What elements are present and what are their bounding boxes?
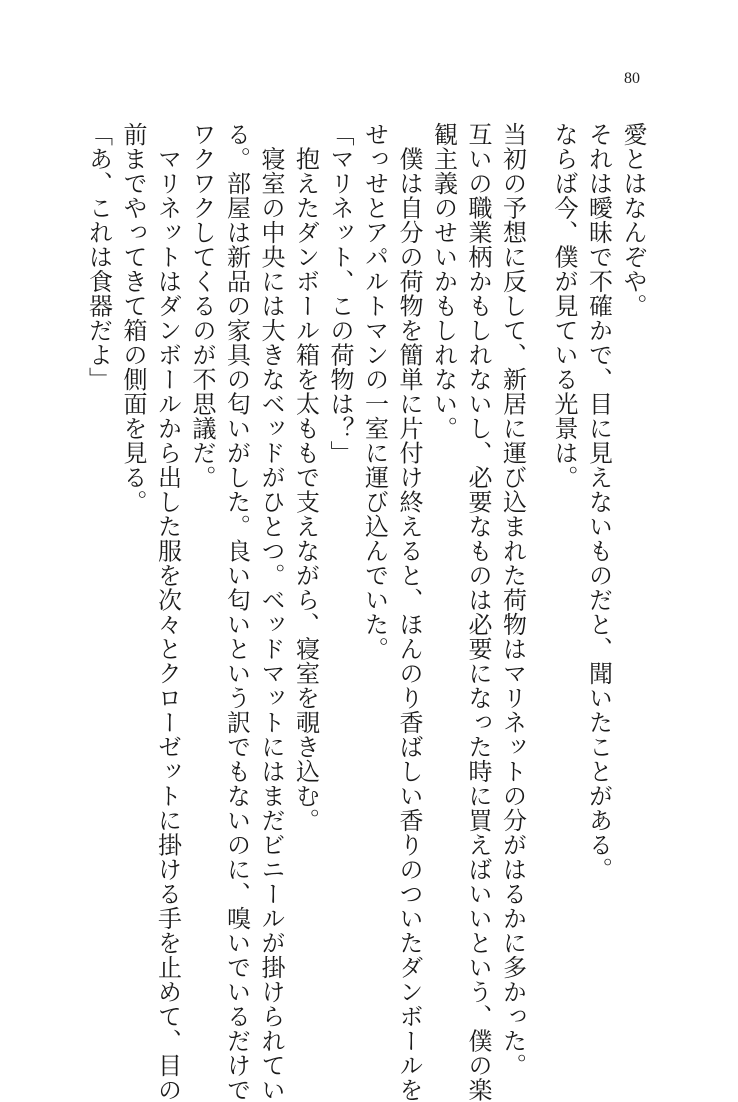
text-line-14: マリネットはダンボールから出した服を次々とクローゼットに掛ける手を止めて、目の	[153, 122, 182, 1102]
text-line-4: 当初の予想に反して、新居に運び込まれた荷物はマリネットの分がはるかに多かった。	[498, 122, 527, 1078]
text-line-12: る。部屋は新品の家具の匂いがした。良い匂いという訳でもないのに、嗅いでいるだけで	[222, 122, 251, 1102]
text-line-16: 「あ、これは食器だよ」	[84, 122, 113, 392]
text-line-15: 前までやってきて箱の側面を見る。	[119, 122, 147, 514]
page-number: 80	[624, 70, 640, 87]
text-line-2: それは曖昧で不確かで、目に見えないものだと、聞いたことがある。	[584, 122, 613, 882]
text-line-11: 寝室の中央には大きなベッドがひとつ。ベッドマットにはまだビニールが掛けられてい	[257, 122, 285, 1102]
text-line-7: 僕は自分の荷物を簡単に片付け終えると、ほんのり香ばしい香りのついたダンボールを	[395, 122, 423, 1102]
text-line-9: 「マリネット、この荷物は？」	[326, 122, 354, 465]
text-line-6: 観主義のせいかもしれない。	[429, 122, 458, 441]
text-line-8: せっせとアパルトマンの一室に運び込んでいた。	[360, 122, 389, 661]
text-line-10: 抱えたダンボール箱を太ももで支えながら、寝室を覗き込む。	[291, 122, 320, 833]
text-line-5: 互いの職業柄かもしれないし、必要なものは必要になった時に買えばいいという、僕の楽	[464, 122, 492, 1102]
text-line-3: ならば今、僕が見ている光景は。	[550, 122, 578, 490]
novel-body-text	[81, 122, 650, 1102]
text-line-13: ワクワクしてくるのが不思議だ。	[188, 122, 216, 490]
text-line-1: 愛とはなんぞや。	[619, 122, 647, 318]
